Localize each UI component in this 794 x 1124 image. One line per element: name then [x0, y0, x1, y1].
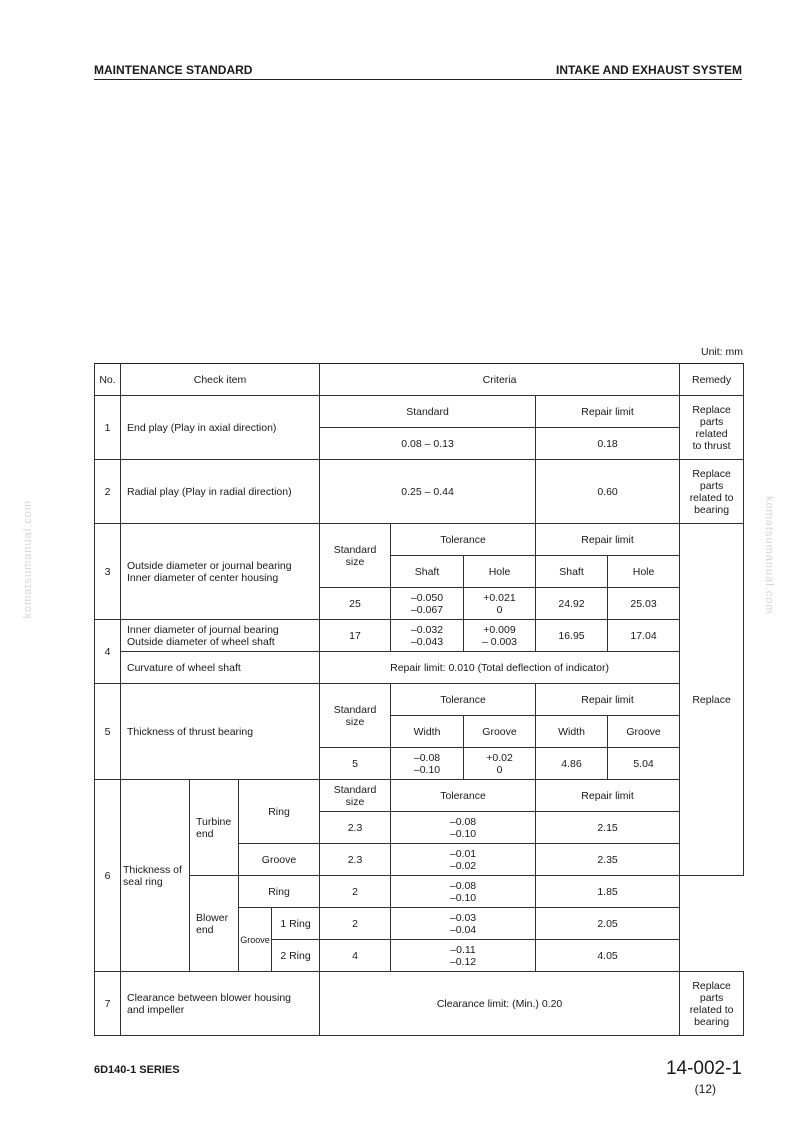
header-remedy: Remedy — [680, 364, 744, 396]
row5-tol-width: –0.08 –0.10 — [391, 748, 464, 780]
row1-standard-value: 0.08 – 0.13 — [320, 428, 536, 460]
row1-standard-label: Standard — [320, 396, 536, 428]
row5-std-size: 5 — [320, 748, 391, 780]
row6-blower-end: Blower end — [190, 876, 239, 972]
row2-check-item: Radial play (Play in radial direction) — [121, 460, 320, 524]
watermark-left: komatsumanual.com — [22, 500, 34, 619]
header-left-title: MAINTENANCE STANDARD — [94, 63, 253, 77]
table-row — [95, 620, 744, 652]
row6-c-std: 2 — [320, 876, 391, 908]
row5-no: 5 — [95, 684, 121, 780]
watermark-right: komatsumanual.com — [763, 496, 775, 615]
row5-std-size-label: Standard size — [320, 684, 391, 748]
row5-rep-groove-label: Groove — [608, 716, 680, 748]
row6-d-tol: –0.03 –0.04 — [391, 908, 536, 940]
row2-standard-value: 0.25 – 0.44 — [320, 460, 536, 524]
row6-d-rep: 2.05 — [536, 908, 680, 940]
row6-turbine-ring: Ring — [239, 780, 320, 844]
table-row — [95, 972, 744, 1036]
row6-b-rep: 2.35 — [536, 844, 680, 876]
row6-a-std: 2.3 — [320, 812, 391, 844]
row6-c-rep: 1.85 — [536, 876, 680, 908]
table-row — [95, 684, 744, 716]
header-no: No. — [95, 364, 121, 396]
table-row — [95, 652, 744, 684]
unit-label: Unit: mm — [701, 346, 743, 358]
row6-a-tol: –0.08 –0.10 — [391, 812, 536, 844]
row4-std-size: 17 — [320, 620, 391, 652]
row3-shaft-label: Shaft — [391, 556, 464, 588]
row7-check-item: Clearance between blower housing and impeller — [121, 972, 320, 1036]
row6-blower-groove: Groove — [239, 908, 272, 972]
row2-repair-value: 0.60 — [536, 460, 680, 524]
row5-rep-groove: 5.04 — [608, 748, 680, 780]
row7-criteria: Clearance limit: (Min.) 0.20 — [320, 972, 680, 1036]
row3-no: 3 — [95, 524, 121, 620]
row6-b-std: 2.3 — [320, 844, 391, 876]
row7-no: 7 — [95, 972, 121, 1036]
row3-std-size: 25 — [320, 588, 391, 620]
row6-e-tol: –0.11 –0.12 — [391, 940, 536, 972]
row1-no: 1 — [95, 396, 121, 460]
row2-no: 2 — [95, 460, 121, 524]
table-header-row — [95, 364, 744, 396]
row1-repair-value: 0.18 — [536, 428, 680, 460]
row3-rep-shaft-label: Shaft — [536, 556, 608, 588]
replace-remedy-span: Replace — [680, 524, 744, 876]
row3-tol-hole: +0.021 0 — [464, 588, 536, 620]
row3-repair-label: Repair limit — [536, 524, 680, 556]
row6-e-std: 4 — [320, 940, 391, 972]
row7-remedy: Replace parts related to bearing — [680, 972, 744, 1036]
table-row — [95, 780, 744, 812]
row5-tolerance-label: Tolerance — [391, 684, 536, 716]
row6-no: 6 — [95, 780, 121, 972]
row3-std-size-label: Standard size — [320, 524, 391, 588]
row4-check-item-b: Curvature of wheel shaft — [121, 652, 320, 684]
row5-rep-width: 4.86 — [536, 748, 608, 780]
row5-repair-label: Repair limit — [536, 684, 680, 716]
row5-check-item: Thickness of thrust bearing — [121, 684, 320, 780]
footer-series: 6D140-1 SERIES — [94, 1064, 180, 1076]
row5-rep-width-label: Width — [536, 716, 608, 748]
row6-d-std: 2 — [320, 908, 391, 940]
row6-tolerance-label: Tolerance — [391, 780, 536, 812]
row1-repair-label: Repair limit — [536, 396, 680, 428]
table-row — [95, 460, 744, 524]
row4-no: 4 — [95, 620, 121, 684]
row3-rep-hole-label: Hole — [608, 556, 680, 588]
header-right-title: INTAKE AND EXHAUST SYSTEM — [555, 63, 742, 77]
row6-check-item: Thickness of seal ring — [121, 780, 190, 972]
table-row — [95, 876, 744, 908]
row3-rep-shaft: 24.92 — [536, 588, 608, 620]
row6-turbine-end: Turbine end — [190, 780, 239, 876]
row6-e-rep: 4.05 — [536, 940, 680, 972]
row6-ring2: 2 Ring — [272, 940, 320, 972]
row6-b-tol: –0.01 –0.02 — [391, 844, 536, 876]
row4-rep-hole: 17.04 — [608, 620, 680, 652]
row3-hole-label: Hole — [464, 556, 536, 588]
footer-page-sub: (12) — [694, 1082, 716, 1096]
header-rule — [94, 79, 742, 80]
row6-ring1: 1 Ring — [272, 908, 320, 940]
row4-rep-shaft: 16.95 — [536, 620, 608, 652]
row3-tol-shaft: –0.050 –0.067 — [391, 588, 464, 620]
row6-turbine-groove: Groove — [239, 844, 320, 876]
row4-tol-hole: +0.009 – 0.003 — [464, 620, 536, 652]
maintenance-standard-table — [94, 363, 744, 1036]
row5-tol-groove: +0.02 0 — [464, 748, 536, 780]
header-check-item: Check item — [121, 364, 320, 396]
row3-check-item: Outside diameter or journal bearing Inner diameter of center housing — [121, 524, 320, 620]
row1-check-item: End play (Play in axial direction) — [121, 396, 320, 460]
row4-check-item-a: Inner diameter of journal bearing Outside diameter of wheel shaft — [121, 620, 320, 652]
row6-blower-ring: Ring — [239, 876, 320, 908]
row6-a-rep: 2.15 — [536, 812, 680, 844]
row2-remedy: Replace parts related to bearing — [680, 460, 744, 524]
row1-remedy: Replace parts related to thrust — [680, 396, 744, 460]
row5-groove-label: Groove — [464, 716, 536, 748]
row5-width-label: Width — [391, 716, 464, 748]
row3-tolerance-label: Tolerance — [391, 524, 536, 556]
row6-std-size-label: Standard size — [320, 780, 391, 812]
table-row — [95, 524, 744, 556]
row4-curvature: Repair limit: 0.010 (Total deflection of indicator) — [320, 652, 680, 684]
row4-tol-shaft: –0.032 –0.043 — [391, 620, 464, 652]
header-criteria: Criteria — [320, 364, 680, 396]
footer-page-number: 14-002-1 — [665, 1058, 742, 1079]
row3-rep-hole: 25.03 — [608, 588, 680, 620]
table-row — [95, 396, 744, 428]
row6-c-tol: –0.08 –0.10 — [391, 876, 536, 908]
row6-repair-label: Repair limit — [536, 780, 680, 812]
